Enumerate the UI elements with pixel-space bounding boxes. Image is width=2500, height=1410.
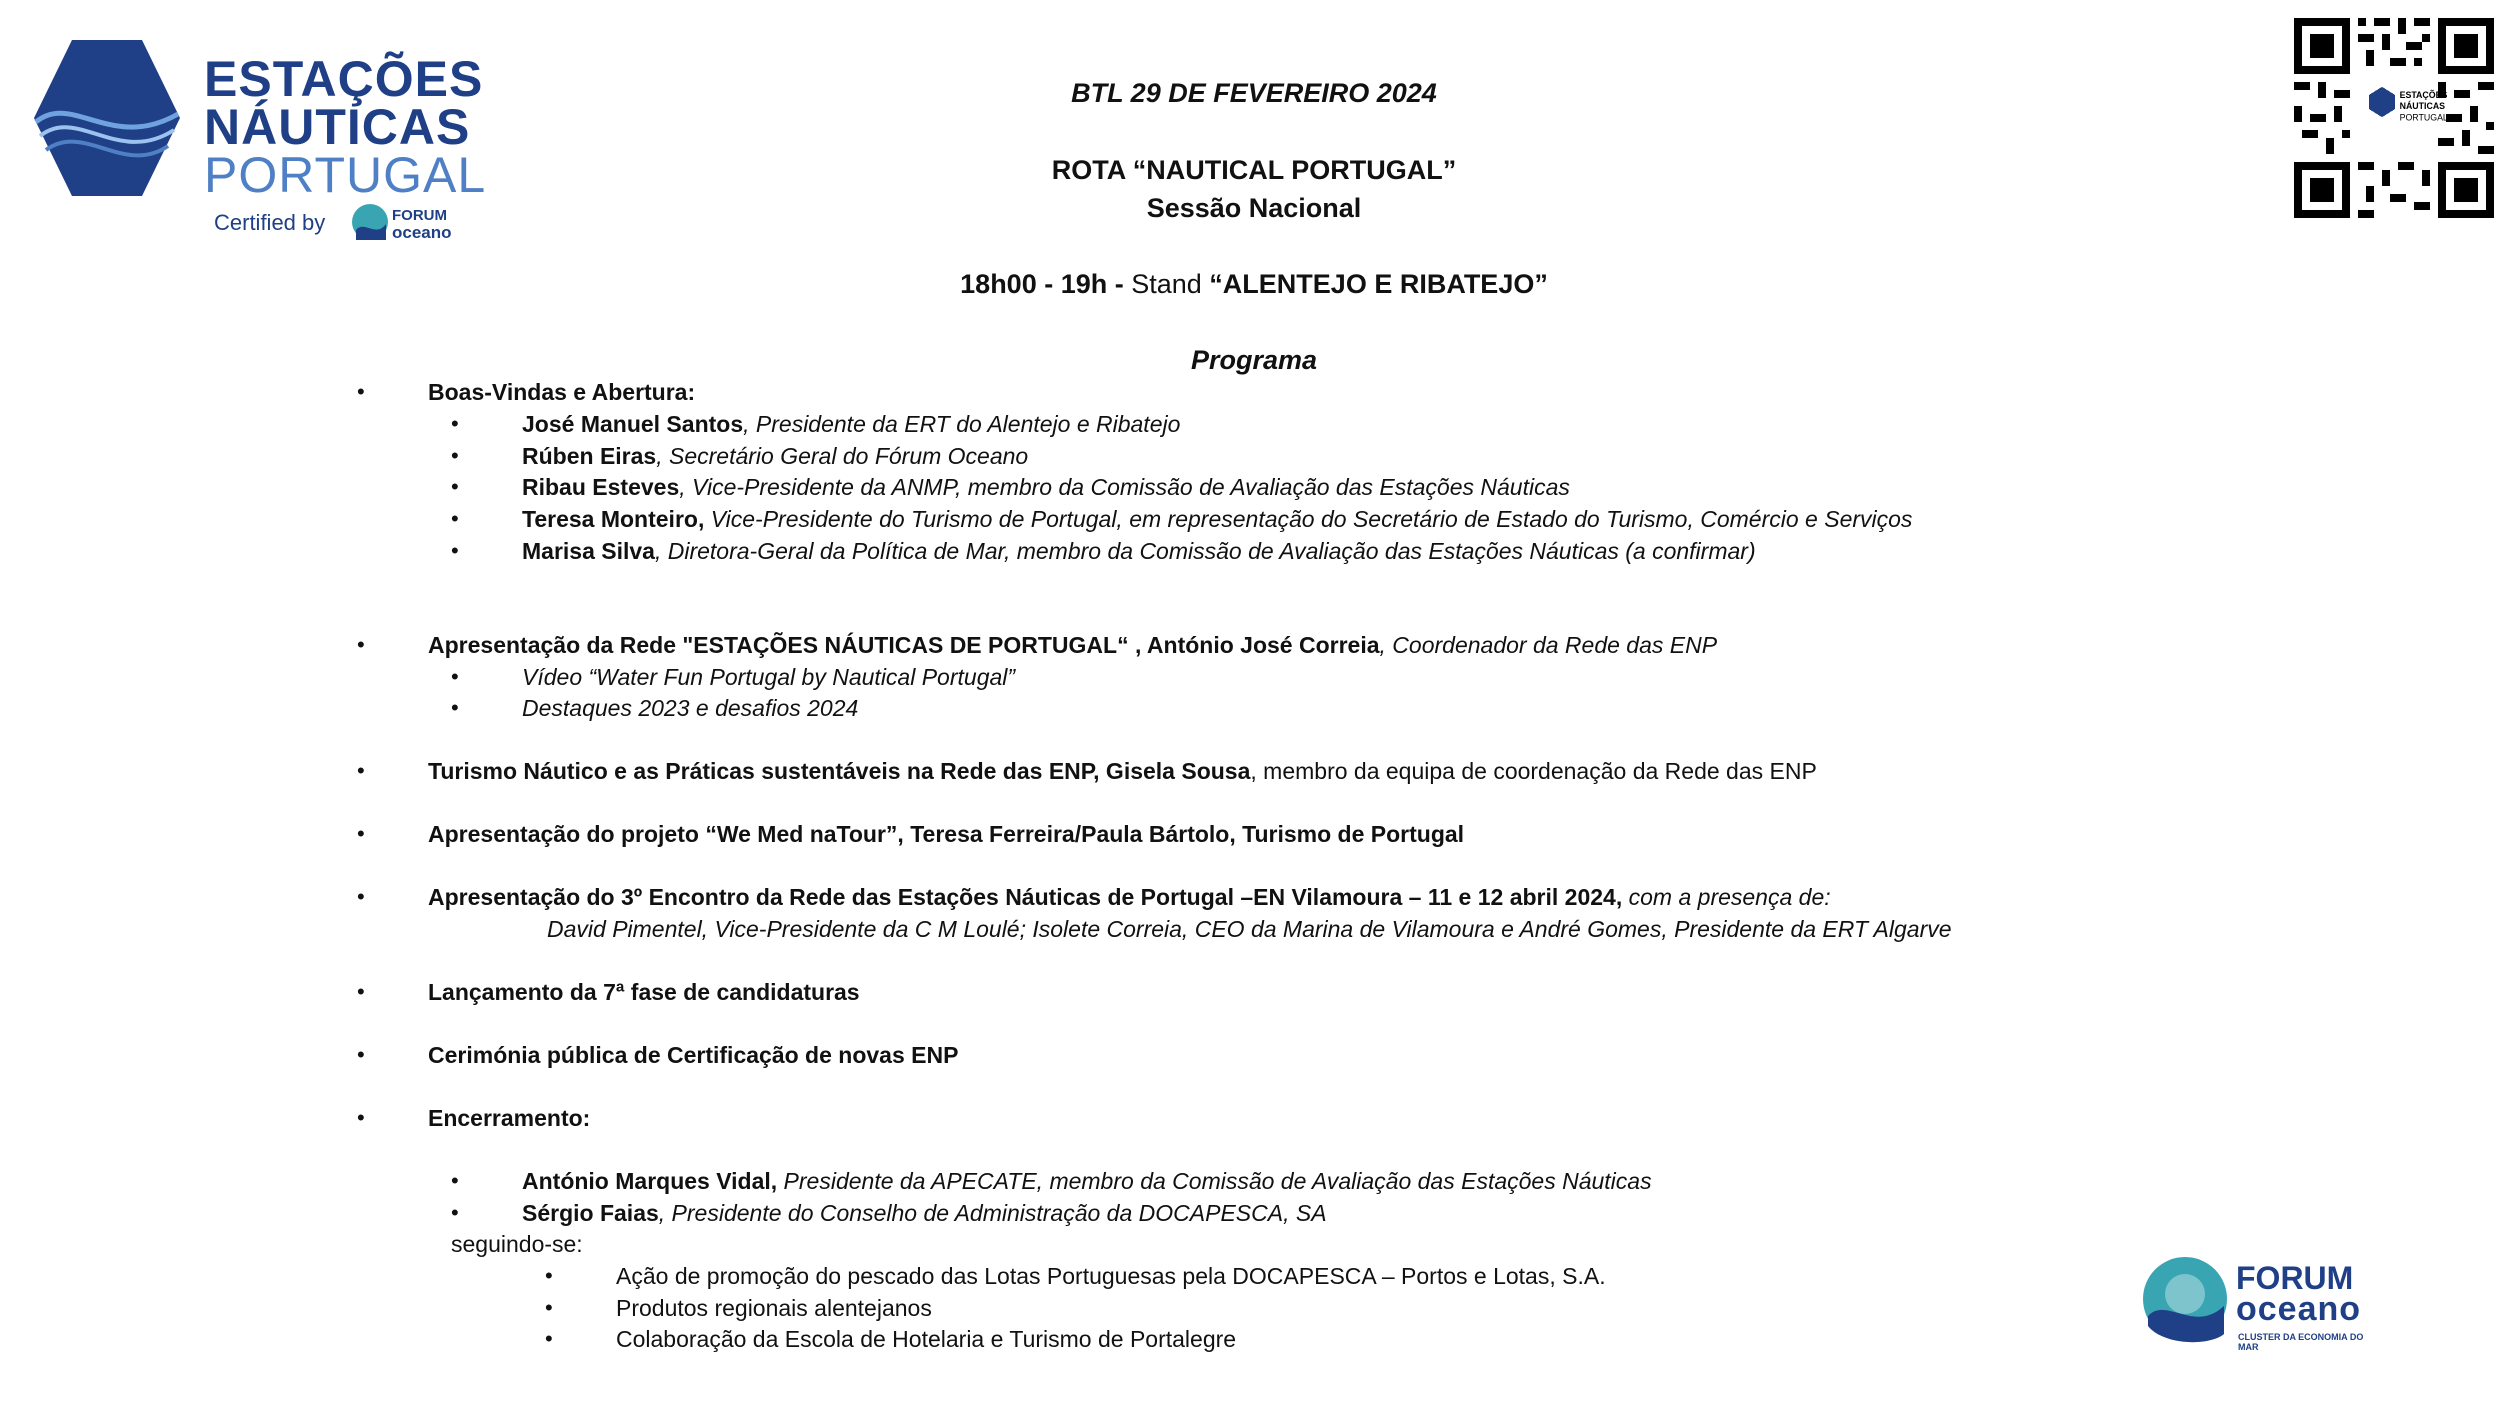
logo-line-3: PORTUGAL [204, 147, 487, 203]
bullet: • [357, 821, 365, 846]
speaker-name: Marisa Silva [522, 538, 655, 564]
speaker-role: , Secretário Geral do Fórum Oceano [656, 443, 1029, 469]
mini-forum-text: FORUM [392, 207, 447, 224]
tourism-presentation [428, 760, 1817, 783]
qr-code [2294, 18, 2494, 218]
speaker-name: José Manuel Santos [522, 411, 744, 437]
closing-title: Encerramento: [428, 1105, 591, 1131]
event-date: BTL 29 DE FEVEREIRO 2024 [1071, 78, 1437, 108]
closing-activity: Ação de promoção do pescado das Lotas Portuguesas pela DOCAPESCA – Portos e Lotas, S.A. [616, 1263, 1606, 1289]
speaker-role: , Presidente da ERT do Alentejo e Ribatejo [743, 411, 1181, 437]
mini-oceano-text: oceano [392, 223, 452, 242]
closing-activity: Produtos regionais alentejanos [616, 1295, 932, 1321]
bullet: • [545, 1263, 553, 1288]
meeting-presentation [428, 886, 1831, 909]
certified-by-label: Certified by [214, 210, 326, 235]
bullet: • [357, 1105, 365, 1130]
speaker-role: , Diretora-Geral da Política de Mar, membro da Comissão de Avaliação das Estações Náuticas (a confirmar) [654, 538, 1756, 564]
speaker-role: , Vice-Presidente da ANMP, membro da Comissão de Avaliação das Estações Náuticas [679, 474, 1570, 500]
bullet: • [545, 1295, 553, 1320]
stand-word: Stand [1123, 269, 1210, 299]
bullet: • [451, 664, 459, 689]
meeting-title: Apresentação do 3º Encontro da Rede das Estações Náuticas de Portugal –EN Vilamoura – 11 e 12 abril 2024, [428, 884, 1623, 910]
closing-speaker [522, 1202, 1327, 1225]
ceremony-item: Cerimónia pública de Certificação de novas ENP [428, 1042, 959, 1068]
session-time: 18h00 - 19h - [960, 269, 1124, 299]
bullet: • [357, 884, 365, 909]
speaker-role: Vice-Presidente do Turismo de Portugal, em representação do Secretário de Estado do Turismo, Comércio e Serviços [704, 506, 1913, 532]
tourism-rest: , membro da equipa de coordenação da Rede das ENP [1250, 758, 1817, 784]
programa-heading: Programa [1190, 345, 1318, 375]
time-stand-line [960, 271, 1548, 298]
bullet: • [357, 379, 365, 404]
speaker-name: Ribau Esteves [522, 474, 680, 500]
bullet: • [451, 1200, 459, 1225]
qr-label-line-3: PORTUGAL [2399, 112, 2448, 123]
bullet: • [451, 538, 459, 563]
following-label: seguindo-se: [451, 1231, 583, 1257]
bullet: • [357, 1042, 365, 1067]
network-sub-item: Vídeo “Water Fun Portugal by Nautical Portugal” [522, 664, 1016, 690]
qr-code-icon [2294, 18, 2494, 218]
tourism-title: Turismo Náutico e as Práticas sustentáveis na Rede das ENP, Gisela Sousa [428, 758, 1251, 784]
qr-label-line-1: ESTAÇÕES [2399, 90, 2448, 100]
bullet: • [451, 474, 459, 499]
closing-activity: Colaboração da Escola de Hotelaria e Turismo de Portalegre [616, 1326, 1237, 1352]
opening-title: Boas-Vindas e Abertura: [428, 379, 696, 405]
forum-oceano-logo [2140, 1254, 2380, 1352]
bullet: • [357, 758, 365, 783]
speaker-name: Rúben Eiras [522, 443, 657, 469]
oceano-text: oceano [2236, 1290, 2362, 1328]
launch-item: Lançamento da 7ª fase de candidaturas [428, 979, 860, 1005]
project-presentation: Apresentação do projeto “We Med naTour”, Teresa Ferreira/Paula Bártolo, Turismo de Portugal [428, 821, 1465, 847]
bullet: • [451, 411, 459, 436]
bullet: • [451, 443, 459, 468]
hexagon-wave-icon [32, 36, 182, 200]
mini-forum-oceano-logo [350, 200, 452, 249]
bullet: • [451, 695, 459, 720]
network-title: Apresentação da Rede "ESTAÇÕES NÁUTICAS DE PORTUGAL“ , António José Correia [428, 632, 1380, 658]
opening-speaker [522, 445, 1028, 468]
speaker-name: Teresa Monteiro, [522, 506, 705, 532]
forum-oceano-circle-icon [2140, 1254, 2230, 1344]
closing-speaker [522, 1170, 1652, 1193]
speaker-role: Presidente da APECATE, membro da Comissão de Avaliação das Estações Náuticas [777, 1168, 1652, 1194]
speaker-name: António Marques Vidal, [522, 1168, 778, 1194]
speaker-role: , Presidente do Conselho de Administração da DOCAPESCA, SA [658, 1200, 1327, 1226]
estacoes-nauticas-logo [32, 36, 487, 246]
stand-name: “ALENTEJO E RIBATEJO” [1209, 269, 1548, 299]
bullet: • [451, 1168, 459, 1193]
speaker-name: Sérgio Faias [522, 1200, 659, 1226]
forum-text: FORUM [2236, 1260, 2354, 1296]
logo-line-2: NÁUTICAS [204, 99, 471, 155]
qr-label-line-2: NÁUTICAS [2399, 101, 2446, 112]
bullet: • [451, 506, 459, 531]
bullet: • [357, 632, 365, 657]
network-role: , Coordenador da Rede das ENP [1379, 632, 1718, 658]
meeting-guests: David Pimentel, Vice-Presidente da C M Loulé; Isolete Correia, CEO da Marina de Vilamoura e André Gomes, Presidente da ERT Algarve [547, 916, 1952, 942]
meeting-rest: com a presença de: [1622, 884, 1831, 910]
bullet: • [545, 1326, 553, 1351]
bullet: • [357, 979, 365, 1004]
logo-line-1: ESTAÇÕES [204, 51, 484, 107]
network-sub-item: Destaques 2023 e desafios 2024 [522, 695, 859, 721]
network-presentation [428, 634, 1717, 657]
session-title: Sessão Nacional [1146, 193, 1362, 223]
opening-speaker [522, 476, 1570, 499]
opening-speaker [522, 540, 1756, 563]
cluster-tagline: CLUSTER DA ECONOMIA DO MAR [2238, 1332, 2364, 1352]
route-title: ROTA “NAUTICAL PORTUGAL” [1051, 155, 1457, 185]
opening-speaker [522, 508, 1912, 531]
forum-oceano-circle-icon [350, 200, 390, 244]
opening-speaker [522, 413, 1180, 436]
